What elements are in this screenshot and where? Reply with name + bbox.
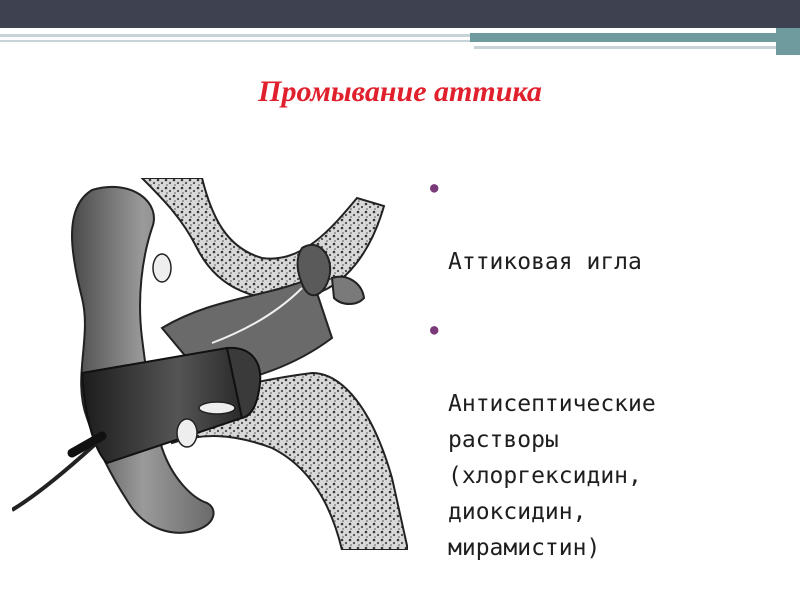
header-light-band bbox=[0, 34, 470, 37]
bullet-text: Антисептические растворы (хлоргексидин, диоксидин, мирамистин) bbox=[448, 391, 656, 561]
page-title: Промывание аттика bbox=[258, 75, 542, 108]
bullet-item bbox=[428, 172, 788, 280]
bullet-dot-icon: ● bbox=[430, 322, 439, 338]
header-teal-corner bbox=[776, 0, 800, 55]
bullet-item bbox=[428, 314, 788, 566]
bullet-dot-icon: ● bbox=[430, 180, 439, 196]
bullet-text: Аттиковая игла bbox=[448, 249, 642, 275]
header-light-band bbox=[474, 46, 800, 49]
header-light-band bbox=[0, 40, 470, 42]
bullet-list bbox=[428, 172, 788, 566]
ear-anatomy-illustration bbox=[12, 178, 408, 550]
header-dark-band bbox=[0, 0, 800, 28]
header-teal-band bbox=[470, 33, 800, 42]
